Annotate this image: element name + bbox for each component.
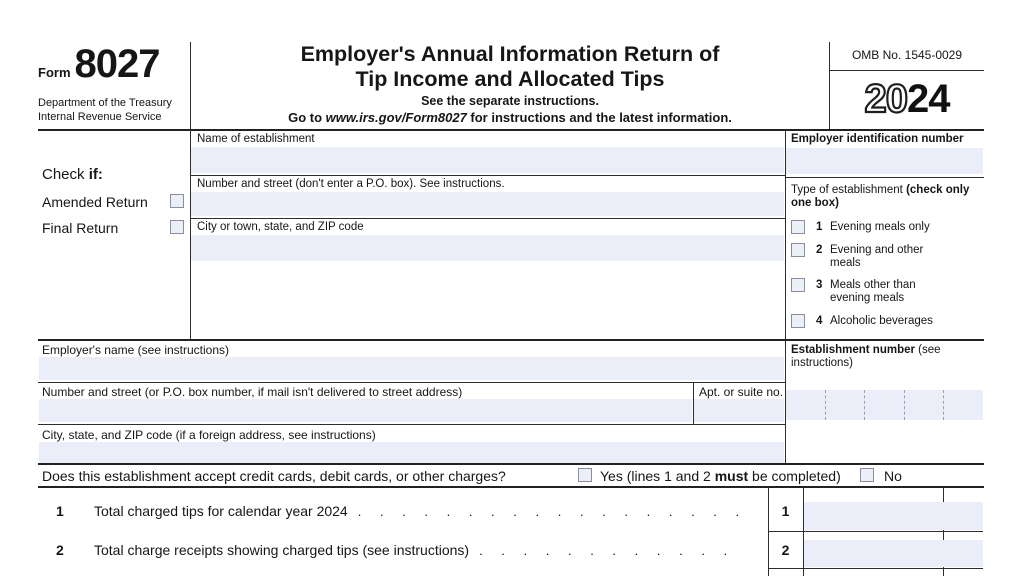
form-title-line1: Employer's Annual Information Return of	[300, 42, 720, 66]
omb-number: OMB No. 1545-0029	[851, 48, 963, 62]
establishment-city-label: City or town, state, and ZIP code	[197, 221, 364, 233]
estab-no-reg: (see instructions)	[791, 344, 941, 369]
no-checkbox[interactable]	[860, 468, 874, 482]
type1-label: Evening meals only	[830, 221, 930, 233]
estab-cell-5	[943, 390, 983, 420]
line2-bottom-rule	[768, 568, 983, 569]
amended-return-label: Amended Return	[42, 194, 148, 210]
question-top-rule	[38, 463, 984, 465]
goto-pre: Go to	[288, 110, 326, 125]
type4-checkbox[interactable]	[791, 314, 805, 328]
establishment-number-input[interactable]	[786, 390, 983, 420]
type4-label: Alcoholic beverages	[830, 315, 933, 327]
final-return-checkbox[interactable]	[170, 220, 184, 234]
rule-employer-1	[38, 382, 785, 383]
type3-label: Meals other than evening meals	[830, 279, 916, 304]
establishment-name-label: Name of establishment	[197, 133, 315, 145]
amended-return-checkbox[interactable]	[170, 194, 184, 208]
establishment-street-input[interactable]	[191, 192, 784, 216]
type4-num: 4	[816, 315, 823, 327]
estab-cell-4	[904, 390, 944, 420]
line1-label: Total charged tips for calendar year 2024	[94, 503, 348, 519]
type2-label: Evening and other meals	[830, 244, 924, 269]
employer-name-input[interactable]	[39, 357, 784, 380]
year-solid-digits: 24	[907, 77, 950, 121]
estab-cell-1	[786, 390, 825, 420]
goto-url-link[interactable]: www.irs.gov/Form8027	[325, 110, 467, 125]
header-divider-left	[190, 42, 191, 130]
type2-checkbox[interactable]	[791, 243, 805, 257]
estab-cell-2	[825, 390, 865, 420]
estab-cell-3	[864, 390, 904, 420]
type1-checkbox[interactable]	[791, 220, 805, 234]
rule-ein	[785, 177, 984, 178]
line2-amount-input[interactable]	[804, 540, 983, 567]
yes-checkbox[interactable]	[578, 468, 592, 482]
ein-label: Employer identification number	[791, 133, 964, 145]
rule-employer-2	[38, 424, 785, 425]
line1-dot-leader: . . . . . . . . . . . . . . . . . .	[357, 504, 740, 519]
employer-city-input[interactable]	[39, 442, 784, 463]
establishment-street-label: Number and street (don't enter a P.O. box). See instructions.	[197, 178, 505, 190]
agency-block	[38, 97, 172, 124]
tax-year	[830, 78, 984, 120]
type2-num: 2	[816, 244, 823, 256]
form-title-line2: Tip Income and Allocated Tips	[355, 67, 665, 91]
lines-top-rule	[38, 486, 984, 488]
final-return-label: Final Return	[42, 220, 119, 236]
line2-number: 2	[56, 542, 64, 558]
credit-card-question: Does this establishment accept credit cards, debit cards, or other charges?	[42, 468, 506, 484]
see-instructions-note: See the separate instructions.	[421, 94, 599, 108]
line2-dot-leader: . . . . . . . . . . . .	[479, 543, 728, 558]
form-word: Form	[38, 65, 71, 80]
year-outline-digits: 20	[864, 77, 907, 121]
rule-estab-2	[190, 218, 785, 219]
yes-pre: Yes (lines 1 and 2	[600, 468, 715, 484]
type3-checkbox[interactable]	[791, 278, 805, 292]
employer-name-label: Employer's name (see instructions)	[42, 343, 230, 357]
type-of-establishment-label	[791, 184, 976, 210]
employer-city-label: City, state, and ZIP code (if a foreign address, see instructions)	[42, 428, 376, 442]
apt-input[interactable]	[694, 399, 784, 422]
line1-box-number: 1	[781, 503, 790, 519]
check-if-pre: Check	[42, 166, 89, 183]
estab-no-bold: Establishment number	[791, 344, 915, 356]
type3-num: 3	[816, 279, 823, 291]
establishment-name-input[interactable]	[191, 147, 784, 173]
goto-post: for instructions and the latest information.	[466, 110, 732, 125]
employer-street-label: Number and street (or P.O. box number, if mail isn't delivered to street address)	[42, 385, 463, 399]
yes-bold: must	[714, 468, 749, 484]
line2-box-number: 2	[781, 542, 790, 558]
line2-label: Total charge receipts showing charged tips (see instructions)	[94, 542, 470, 558]
line1-label-row	[94, 503, 754, 520]
line2-label-row	[94, 542, 754, 559]
section2-top-rule	[38, 339, 984, 341]
type-label-bold: (check only one box)	[791, 184, 970, 209]
establishment-city-input[interactable]	[191, 235, 784, 261]
establishment-number-label	[791, 344, 971, 370]
ein-input[interactable]	[786, 148, 983, 174]
no-label: No	[884, 468, 902, 484]
agency-line1: Department of the Treasury	[38, 97, 172, 109]
omb-underline	[830, 70, 984, 71]
check-if-bold: if:	[88, 166, 103, 183]
goto-note	[195, 110, 825, 125]
employer-street-input[interactable]	[39, 399, 692, 422]
form-number: 8027	[74, 42, 160, 86]
line1-bottom-rule	[768, 531, 983, 532]
type1-num: 1	[816, 221, 823, 233]
line1-amount-input[interactable]	[804, 502, 983, 530]
header-bottom-rule	[38, 129, 984, 131]
yes-label	[600, 468, 841, 484]
apt-label: Apt. or suite no.	[699, 385, 784, 399]
form-number-block	[38, 44, 159, 84]
agency-line2: Internal Revenue Service	[38, 110, 162, 123]
yes-post: be completed)	[748, 468, 841, 484]
rule-estab-1	[190, 175, 785, 176]
line1-number: 1	[56, 503, 64, 519]
type-label-pre: Type of establishment	[791, 184, 907, 196]
check-if-label	[42, 166, 103, 183]
